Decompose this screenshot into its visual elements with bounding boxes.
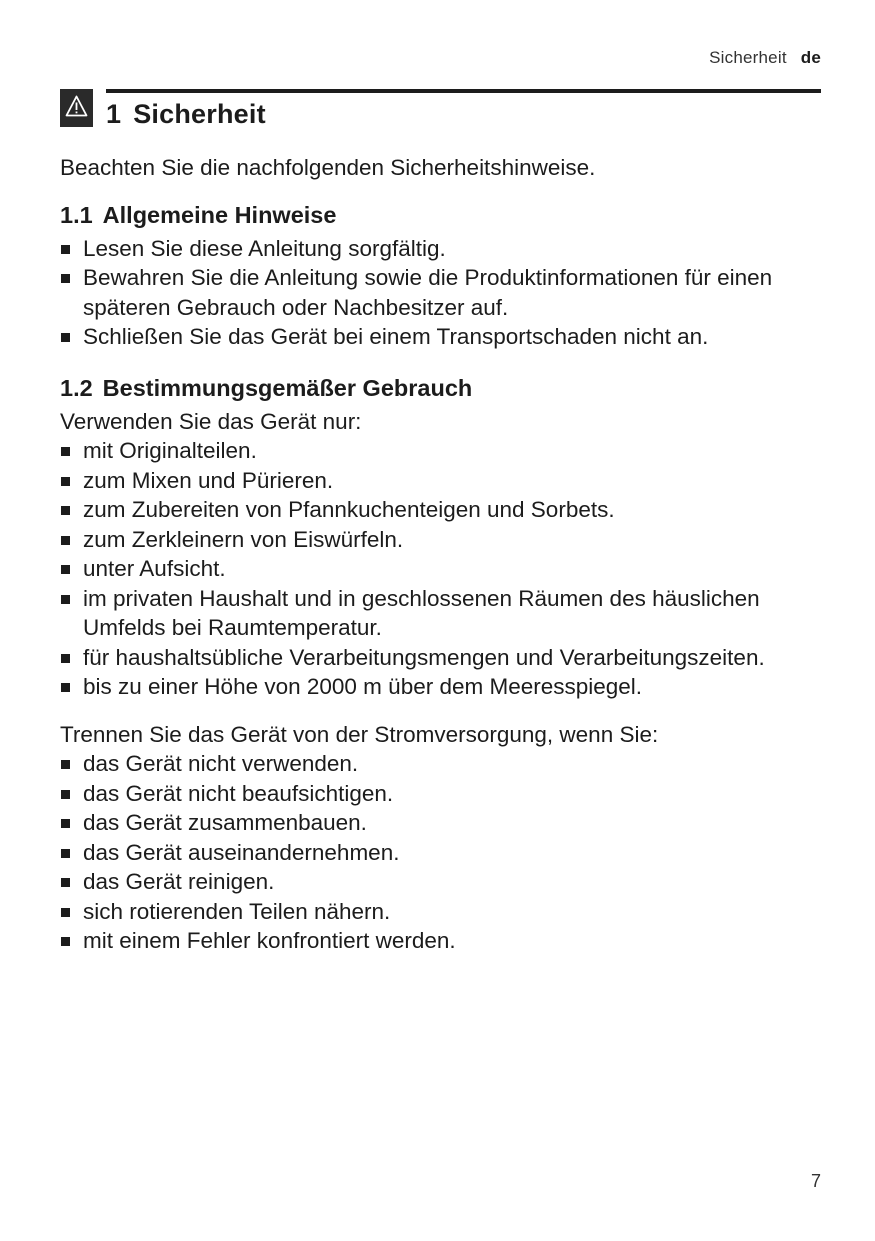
list-item: für haushaltsübliche Verarbeitungsmengen und Verarbeitungszeiten. <box>60 643 830 673</box>
section-number: 1.2 <box>60 374 93 401</box>
warning-triangle-icon <box>60 89 93 127</box>
list-item: zum Zerkleinern von Eiswürfeln. <box>60 525 830 555</box>
section-heading-1-1 <box>60 200 830 230</box>
header-section-title: Sicherheit <box>709 48 787 67</box>
chapter-title-text: Sicherheit <box>133 99 266 129</box>
list-item: das Gerät reinigen. <box>60 867 830 897</box>
intended-use-lead: Verwenden Sie das Gerät nur: <box>60 408 362 434</box>
list-item: unter Aufsicht. <box>60 554 830 584</box>
list-item: Schließen Sie das Gerät bei einem Transportschaden nicht an. <box>60 322 830 352</box>
section-number: 1.1 <box>60 201 93 228</box>
list-item: mit einem Fehler konfrontiert werden. <box>60 926 830 956</box>
list-item: zum Mixen und Pürieren. <box>60 466 830 496</box>
disconnect-list <box>60 749 830 956</box>
running-header <box>709 48 821 68</box>
list-item: Bewahren Sie die Anleitung sowie die Produktinformationen für einen späteren Gebrauch oder Nachbesitzer auf. <box>60 263 830 322</box>
list-item: sich rotierenden Teilen nähern. <box>60 897 830 927</box>
disconnect-lead: Trennen Sie das Gerät von der Stromversorgung, wenn Sie: <box>60 721 659 747</box>
list-item: Lesen Sie diese Anleitung sorgfältig. <box>60 234 830 264</box>
list-item: bis zu einer Höhe von 2000 m über dem Meeresspiegel. <box>60 672 830 702</box>
list-item: das Gerät zusammenbauen. <box>60 808 830 838</box>
general-notes-list <box>60 234 830 352</box>
section-title: Allgemeine Hinweise <box>102 201 337 228</box>
section-heading-1-2 <box>60 373 830 403</box>
page-number: 7 <box>810 1171 821 1191</box>
header-language-code: de <box>800 48 821 67</box>
page-content <box>60 153 830 956</box>
section-title: Bestimmungsgemäßer Gebrauch <box>102 374 473 401</box>
list-item: im privaten Haushalt und in geschlossenen Räumen des häuslichen Umfelds bei Raumtemperatur. <box>60 584 830 643</box>
list-item: das Gerät nicht beaufsichtigen. <box>60 779 830 809</box>
list-item: das Gerät auseinandernehmen. <box>60 838 830 868</box>
chapter-rule <box>106 89 821 93</box>
chapter-title <box>106 99 266 130</box>
list-item: mit Originalteilen. <box>60 436 830 466</box>
list-item: zum Zubereiten von Pfannkuchenteigen und Sorbets. <box>60 495 830 525</box>
chapter-number: 1 <box>106 99 122 129</box>
intended-use-list <box>60 436 830 702</box>
intro-paragraph: Beachten Sie die nachfolgenden Sicherheitshinweise. <box>60 155 596 180</box>
list-item: das Gerät nicht verwenden. <box>60 749 830 779</box>
